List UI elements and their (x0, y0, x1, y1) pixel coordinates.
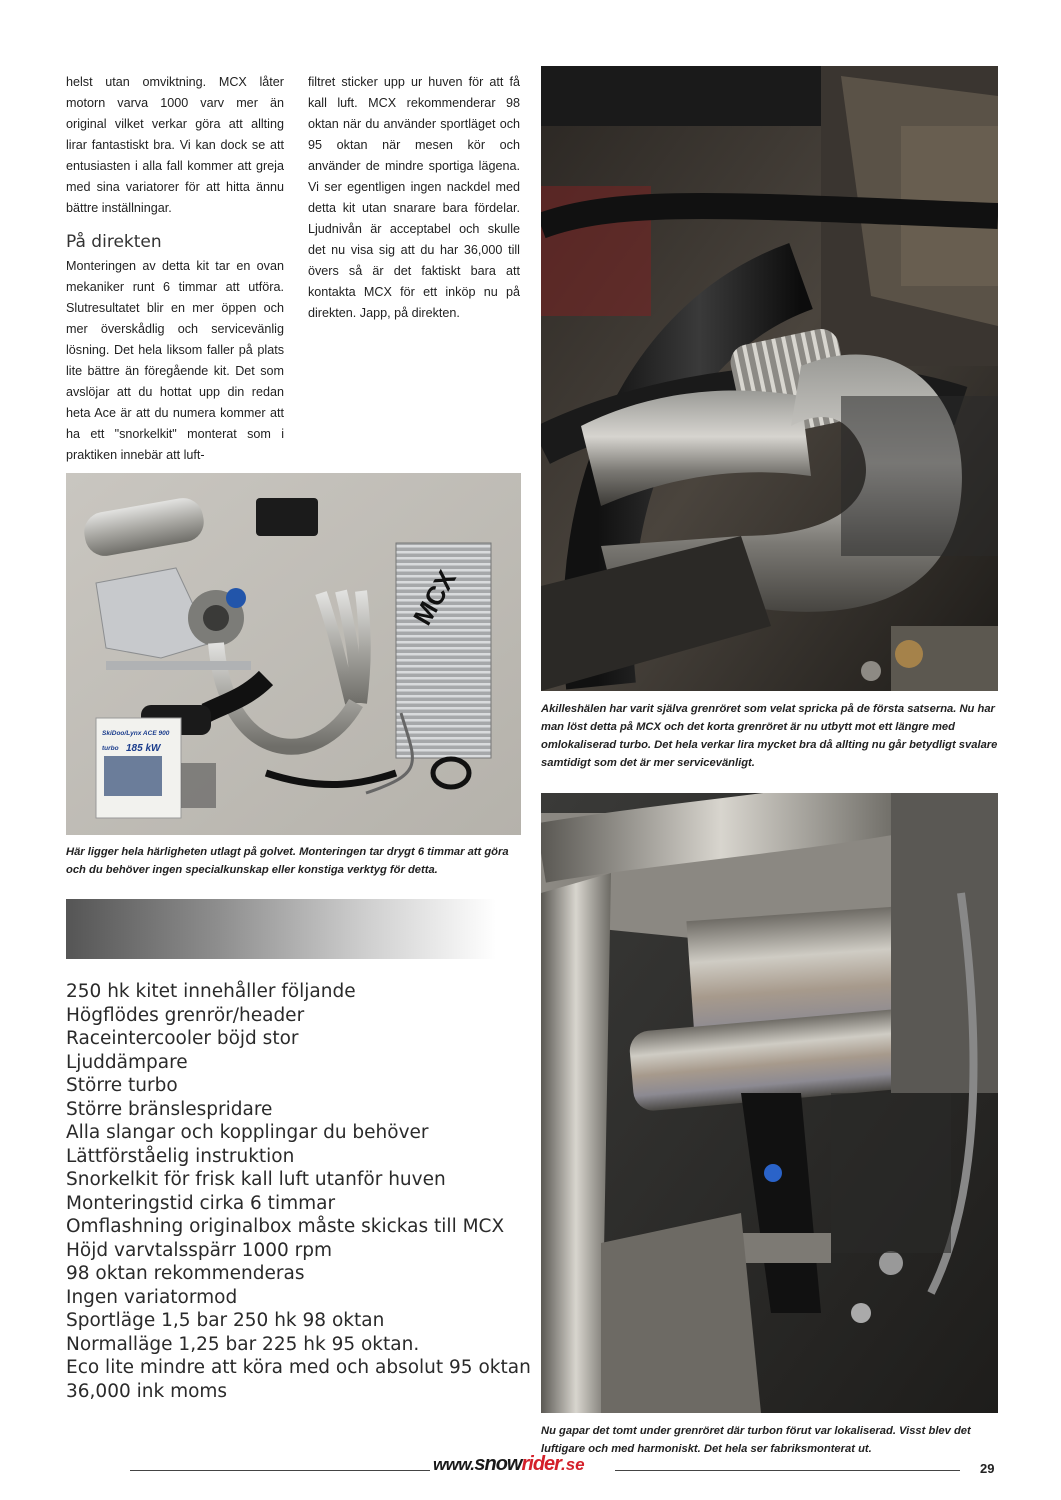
kit-list-item: Höjd varvtalsspärr 1000 rpm (66, 1239, 333, 1261)
kit-list-item: Raceintercooler böjd stor (66, 1028, 299, 1049)
footer-rule-left (130, 1470, 430, 1471)
snowrider-logo (433, 1453, 613, 1483)
logo-se: .se (560, 1455, 585, 1474)
kit-list-item: Större turbo (66, 1075, 178, 1096)
logo-snow: snow (474, 1453, 522, 1475)
col2-paragraph-1: filtret sticker upp ur huven för att få kall luft. MCX rekommenderar 98 oktan när du använder sportläget och 95 oktan när mesen kör och använder de mindre sportiga lägena. Vi ser egentligen ingen nackdel med detta kit utan snarare bara fördelar. Ljudnivån är acceptabel och skulle det nu visa sig att du har 36,000 till övers så är det faktiskt bara att kontakta MCX för ett inköp nu på direkten. Japp, på direkten. (308, 75, 520, 320)
caption-manifold-top: Akilleshälen har varit själva grenröret som velat spricka på de första satserna. Nu har man löst detta på MCX och det korta grenröret är nu utbytt mot ett längre med omlokaliserad turbo. Det hela verkar lira mycket bra då allting nu går betydligt svalare samtidigt som det är mer servicevänligt. (541, 703, 998, 769)
col1-paragraph-2: Monteringen av detta kit tar en ovan mekaniker runt 6 timmar att utföra. Slutresultatet blir en mer öppen och mer överskådlig och servicevänlig lösning. Det hela liksom faller på plats lite bättre än föregående kit. Det som avslöjar att du hottat upp din redan heta Ace är att du numera kommer att ha ett "snorkelkit" monterat som i praktiken innebär att luft- (66, 259, 284, 462)
photo-kit-on-floor (66, 473, 521, 835)
kit-sign-kw: 185 kW (126, 743, 161, 754)
kit-list-item: Ingen variatormod (66, 1286, 238, 1308)
kit-sign-line2: turbo (102, 745, 119, 752)
col1-paragraph-1: helst utan omviktning. MCX låter motorn varva 1000 varv mer än original vilket verkar göra att allting lirar fantastiskt bra. Vi kan dock se att entusiasten i alla fall kommer att greja med sina variatorer för att hitta ännu bättre inställningar. (66, 75, 284, 215)
kit-list-item: Lättförståelig instruktion (66, 1145, 295, 1167)
kit-list-item: Monteringstid cirka 6 timmar (66, 1192, 336, 1214)
kit-list-item: Eco lite mindre att köra med och absolut 95 oktan (66, 1357, 531, 1378)
kit-list-heading: 250 hk kitet innehåller följande (66, 981, 356, 1002)
kit-list-item: Normalläge 1,25 bar 225 hk 95 oktan. (66, 1333, 420, 1355)
caption-kit: Här ligger hela härligheten utlagt på golvet. Monteringen tar drygt 6 timmar att göra och du behöver ingen specialkunskap eller konstiga verktyg för detta. (66, 846, 509, 876)
kit-contents-list (66, 980, 536, 1403)
photo-engine-bottom-image (541, 793, 998, 1413)
footer-rule-right (615, 1470, 960, 1471)
kit-list-item: Omflashning originalbox måste skickas till MCX (66, 1216, 505, 1237)
photo-manifold-top (541, 66, 998, 691)
kit-list-item: Större bränslespridare (66, 1098, 273, 1120)
caption-engine-bottom: Nu gapar det tomt under grenröret där turbon förut var lokaliserad. Visst blev det luftigare och med harmoniskt. Det hela ser fabriksmonterat ut. (541, 1425, 971, 1455)
photo-engine-bottom (541, 793, 998, 1413)
kit-sign-line1: SkiDoo/Lynx ACE 900 (102, 730, 170, 737)
photo-kit-image (66, 473, 521, 835)
logo-www: www. (433, 1455, 475, 1474)
kit-list-item: Snorkelkit för frisk kall luft utanför huven (66, 1169, 446, 1190)
article-column-2 (308, 72, 520, 324)
kit-mcx-label: MCX (407, 565, 462, 631)
photo-manifold-top-image (541, 66, 998, 691)
page-number: 29 (980, 1461, 995, 1476)
logo-rider: rider (521, 1453, 561, 1475)
kit-list-item: Alla slangar och kopplingar du behöver (66, 1122, 429, 1143)
kit-list-item: Sportläge 1,5 bar 250 hk 98 oktan (66, 1310, 385, 1331)
article-column-1 (66, 72, 284, 466)
kit-list-item: 98 oktan rekommenderas (66, 1263, 305, 1284)
subhead-pa-direkten: På direkten (66, 232, 162, 252)
kit-list-item: Högflödes grenrör/header (66, 1004, 305, 1026)
kit-list-item: 36,000 ink moms (66, 1380, 228, 1402)
kit-list-heading-bar (66, 899, 496, 959)
kit-list-item: Ljuddämpare (66, 1051, 188, 1073)
